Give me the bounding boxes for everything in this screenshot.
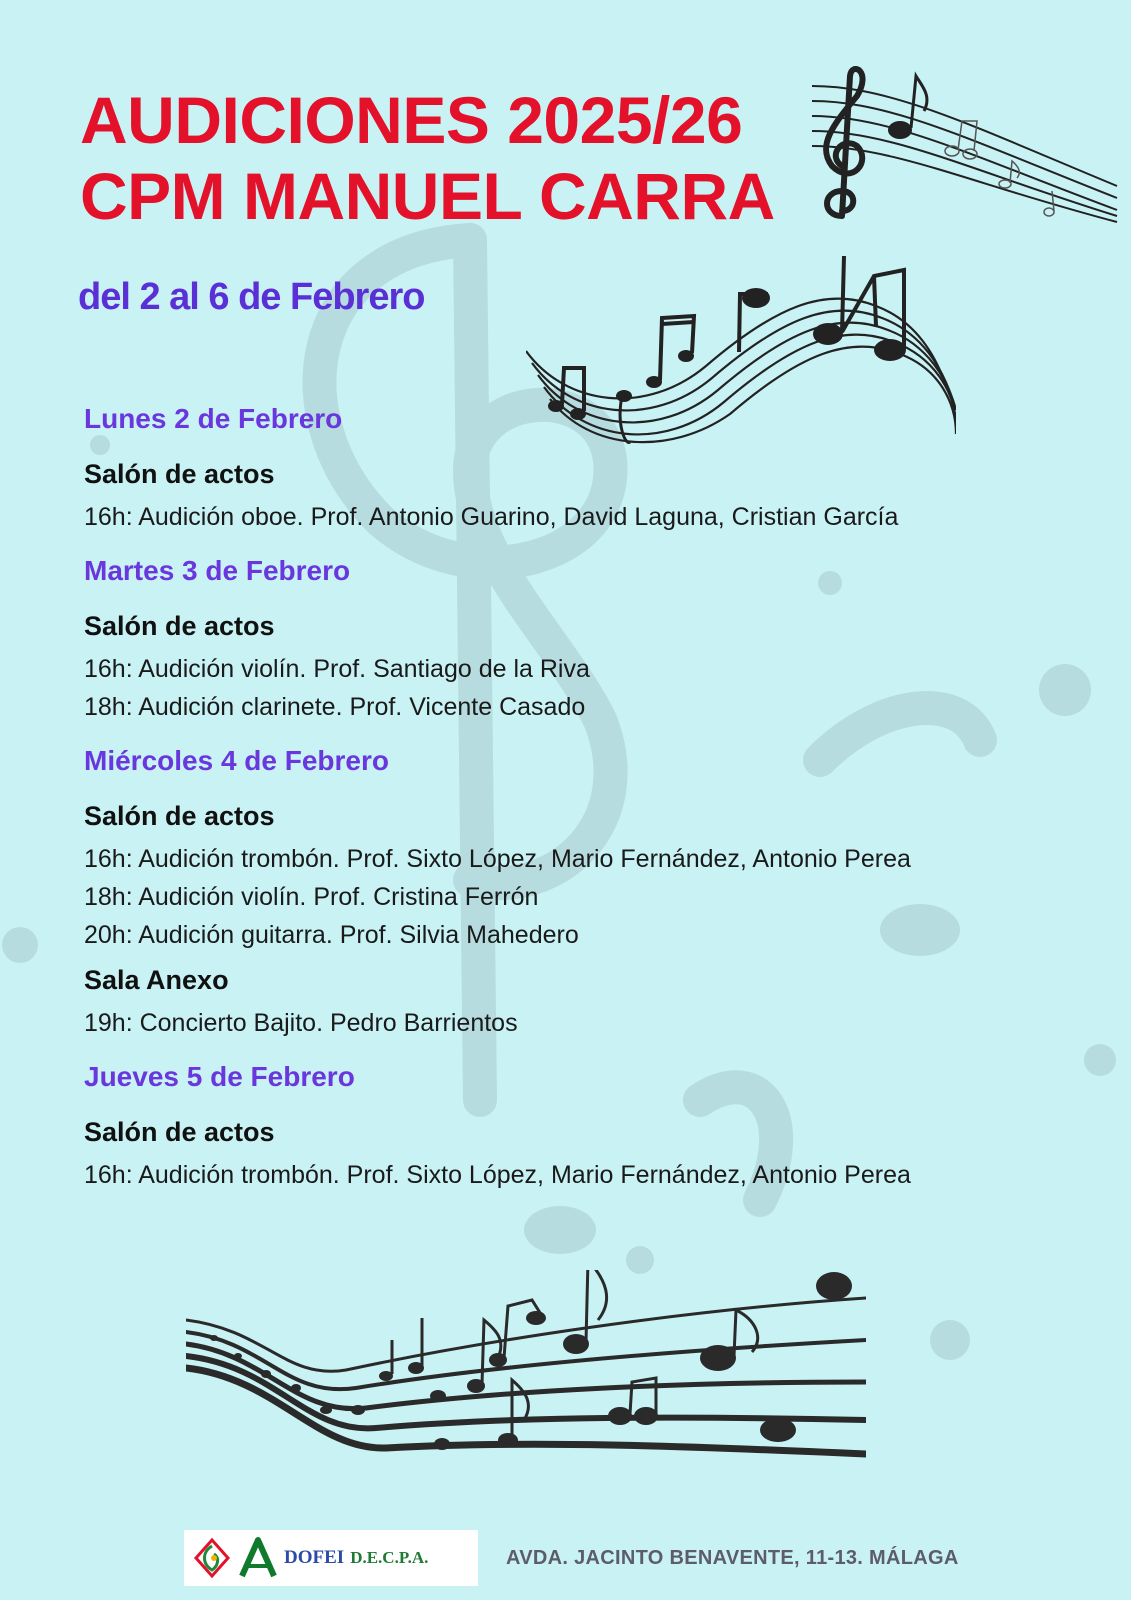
junta-andalucia-logo <box>238 1536 278 1580</box>
day-heading: Miércoles 4 de Febrero <box>84 745 390 776</box>
decpa-logo: D.E.C.P.A. <box>350 1548 429 1567</box>
day-heading: Martes 3 de Febrero <box>84 555 351 586</box>
dofei-logo: DOFEI <box>284 1547 345 1568</box>
day-section-martes <box>84 554 1044 726</box>
title-line-1: AUDICIONES 2025/26 <box>80 83 743 157</box>
title-line-2: CPM MANUEL CARRA <box>80 159 775 233</box>
bottom-staff-illustration <box>186 1270 866 1470</box>
page-title <box>80 82 775 234</box>
venue-block <box>84 458 1044 536</box>
venue-name: Salón de actos <box>84 801 275 831</box>
event-item: 16h: Audición violín. Prof. Santiago de la Riva <box>84 655 590 683</box>
day-section-jueves <box>84 1060 1044 1194</box>
day-section-miercoles <box>84 744 1044 1042</box>
footer <box>184 1530 959 1586</box>
address-text: AVDA. JACINTO BENAVENTE, 11-13. MÁLAGA <box>506 1546 959 1569</box>
venue-name: Salón de actos <box>84 611 275 641</box>
event-item: 16h: Audición oboe. Prof. Antonio Guarino, David Laguna, Cristian García <box>84 503 899 531</box>
schedule-list <box>84 402 1044 1212</box>
event-item: 19h: Concierto Bajito. Pedro Barrientos <box>84 1009 518 1037</box>
treble-clef-staff-illustration <box>812 66 1122 226</box>
venue-name: Sala Anexo <box>84 965 229 995</box>
day-heading: Lunes 2 de Febrero <box>84 403 343 434</box>
day-heading: Jueves 5 de Febrero <box>84 1061 355 1092</box>
day-section-lunes <box>84 402 1044 536</box>
venue-block <box>84 964 1044 1042</box>
venue-name: Salón de actos <box>84 1117 275 1147</box>
event-item: 16h: Audición trombón. Prof. Sixto López, Mario Fernández, Antonio Perea <box>84 1161 911 1189</box>
date-range-subtitle: del 2 al 6 de Febrero <box>78 276 425 318</box>
event-item: 18h: Audición violín. Prof. Cristina Ferrón <box>84 883 539 911</box>
venue-block <box>84 1116 1044 1194</box>
venue-name: Salón de actos <box>84 459 275 489</box>
event-item: 16h: Audición trombón. Prof. Sixto López, Mario Fernández, Antonio Perea <box>84 845 911 873</box>
venue-block <box>84 800 1044 954</box>
event-item: 18h: Audición clarinete. Prof. Vicente Casado <box>84 693 586 721</box>
event-item: 20h: Audición guitarra. Prof. Silvia Mahedero <box>84 921 579 949</box>
conservatory-logo <box>192 1536 232 1580</box>
sponsor-logos <box>184 1530 478 1586</box>
venue-block <box>84 610 1044 726</box>
